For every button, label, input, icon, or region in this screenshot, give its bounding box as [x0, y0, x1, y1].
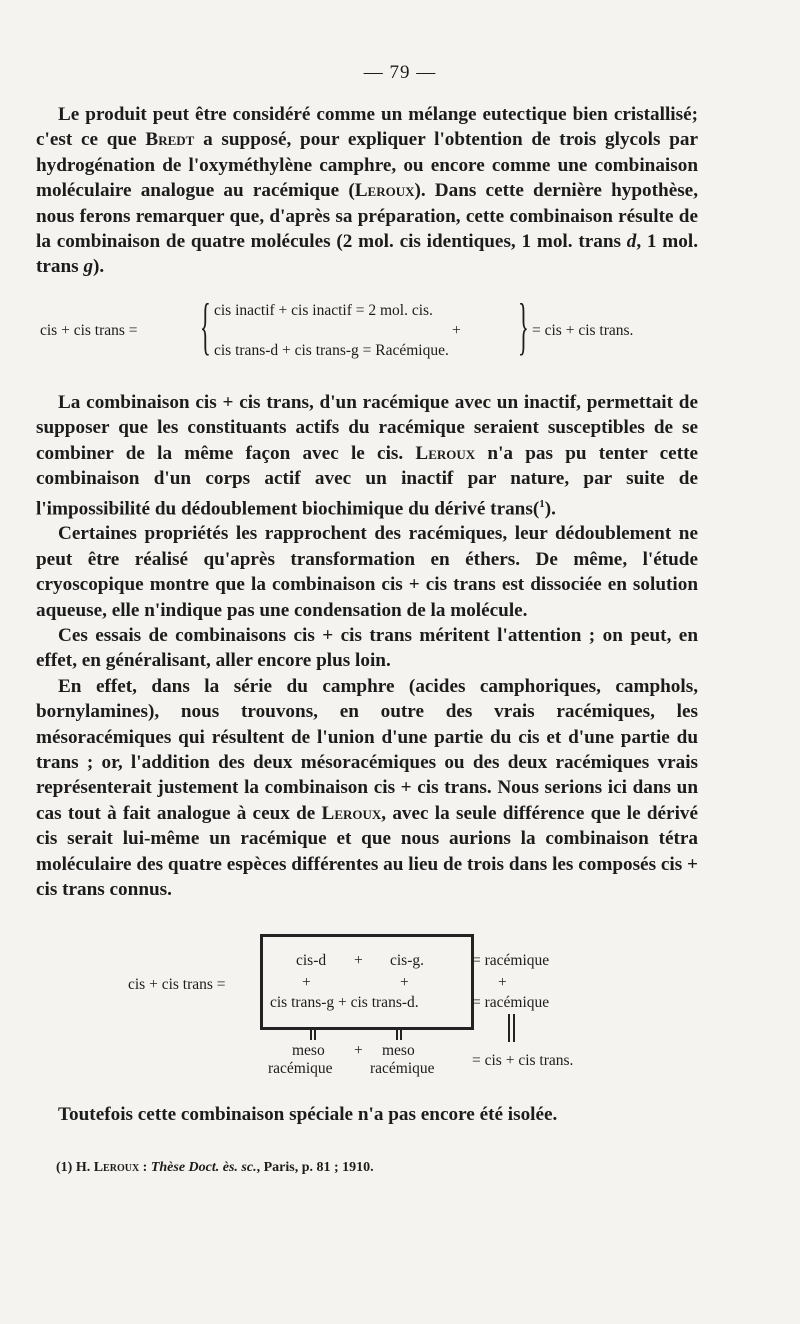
text-run: ).	[544, 498, 556, 520]
footnote-separator: :	[139, 1160, 151, 1175]
paragraph-essais: Ces essais de combinaisons cis + cis trans méritent l'attention ; on peut, en effet, en généralisant, aller encore plus loin.	[36, 625, 698, 672]
equals-bar	[513, 1014, 515, 1042]
equals-bar	[310, 1028, 312, 1040]
text-run: a supposé, pour expliquer l'obtention de trois glycols par hydrogénation de l'oxyméthylène camphre, ou encore comme une combinaison moléculaire analogue au racémique (	[36, 129, 698, 202]
equals-bar	[508, 1014, 510, 1042]
plus-racemique: +	[498, 974, 507, 991]
cis-d: cis-d	[296, 952, 327, 969]
text-run: ). Dans cette dernière hypothèse, nous ferons remarquer que, d'après sa préparation, cette combinaison résulte de la combinaison de quatre molécules (2 mol. cis identiques, 1 mol. trans	[36, 180, 698, 253]
footnote	[56, 1160, 374, 1176]
racemique-2: racémique	[370, 1060, 435, 1077]
racemique-1: racémique	[268, 1060, 333, 1077]
equals-bar	[396, 1028, 398, 1040]
text-run: , avec la seule différence que le dérivé cis serait lui-même un racémique et que nous aurions la combinaison tétra moléculaire des quatre espèces différentes au lieu de trois dans les composés cis + cis trans connus.	[36, 802, 699, 901]
formula-combination-1	[40, 290, 740, 364]
paragraph-eutectique	[36, 102, 698, 280]
plus-right-col: +	[400, 974, 409, 991]
text-run: La combinaison cis + cis trans, d'un racémique avec un inactif, permettait de supposer que les constituants actifs du racémique seraient susceptibles de se combiner de la même façon avec le cis.	[36, 392, 698, 464]
meso-2: meso	[382, 1042, 415, 1059]
right-brace: }	[517, 290, 529, 361]
footnote-mark: (1)	[56, 1160, 73, 1175]
formula-line-1: cis inactif + cis inactif = 2 mol. cis.	[214, 302, 433, 319]
text-block-intro	[36, 102, 698, 280]
author-bredt: Bredt	[145, 129, 195, 151]
formula-left: cis + cis trans =	[40, 322, 138, 339]
formula-line-2: cis trans-d + cis trans-g = Racémique.	[214, 342, 449, 359]
meso-plus: +	[354, 1042, 363, 1059]
paragraph-camphre	[36, 674, 698, 903]
text-run: ).	[93, 256, 105, 278]
footnote-author: H. Leroux	[75, 1160, 140, 1175]
text-run: n'a pas pu tenter cette combinaison d'un corps actif avec un inactif par nature, par suite de l'impossibilité du dédoublement biochimique du dérivé trans(	[36, 442, 698, 520]
plus-left-col: +	[302, 974, 311, 991]
footnote-ref: 1	[539, 497, 545, 510]
page-number: — 79 —	[363, 62, 437, 83]
eq-racemique-1: = racémique	[472, 952, 550, 969]
paragraph-proprietes: Certaines propriétés les rapprochent des racémiques, leur dédoublement ne peut être réalisé qu'après transformation en éthers. De même, l'étude cryoscopique montre que la combinaison cis + cis trans est dissociée en solution aqueuse, elle n'indique pas une condensation de la molécule.	[36, 523, 698, 621]
formula-box	[260, 934, 474, 1030]
equals-bar	[400, 1028, 402, 1040]
formula-right: = cis + cis trans.	[532, 322, 634, 339]
footnote-title: Thèse Doct. ès. sc.	[150, 1160, 257, 1175]
author-leroux: Leroux	[354, 180, 415, 202]
text-run: En effet, dans la série du camphre (acides camphoriques, camphols, bornylamines), nous trouvons, en outre des vrais racémiques, les mésoracémiques qui résultent de l'union d'une partie du cis et d'une partie du trans ; or, l'addition des deux mésoracémiques ou des deux racémiques vrais représenterait justement la combinaison cis + cis trans. Nous serions ici dans un cas tout à fait analogue à ceux de	[36, 675, 698, 824]
meso-1: meso	[292, 1042, 325, 1059]
left-brace: {	[199, 290, 211, 361]
paragraph-combinaison	[36, 390, 698, 521]
cis-trans-row: cis trans-g + cis trans-d.	[270, 994, 419, 1011]
text-run: , 1 mol. trans	[36, 231, 698, 278]
cis-g: cis-g.	[390, 952, 425, 969]
result-equals: = cis + cis trans.	[472, 1052, 574, 1069]
equals-bar	[314, 1028, 316, 1040]
author-leroux: Leroux	[415, 442, 476, 464]
text-italic: d	[626, 231, 637, 253]
formula2-left: cis + cis trans =	[128, 976, 226, 993]
footnote-rest: , Paris, p. 81 ; 1910.	[256, 1160, 374, 1175]
closing-sentence: Toutefois cette combinaison spéciale n'a pas encore été isolée.	[58, 1104, 558, 1125]
text-run: Le produit peut être considéré comme un mélange eutectique bien cristallisé; c'est ce que	[36, 104, 698, 151]
author-leroux: Leroux	[321, 802, 382, 824]
plus-top: +	[354, 952, 363, 969]
formula-plus: +	[452, 322, 461, 339]
formula-combination-2	[100, 932, 700, 1092]
eq-racemique-2: = racémique	[472, 994, 550, 1011]
text-italic: g	[83, 256, 94, 278]
text-block-main	[36, 390, 698, 903]
